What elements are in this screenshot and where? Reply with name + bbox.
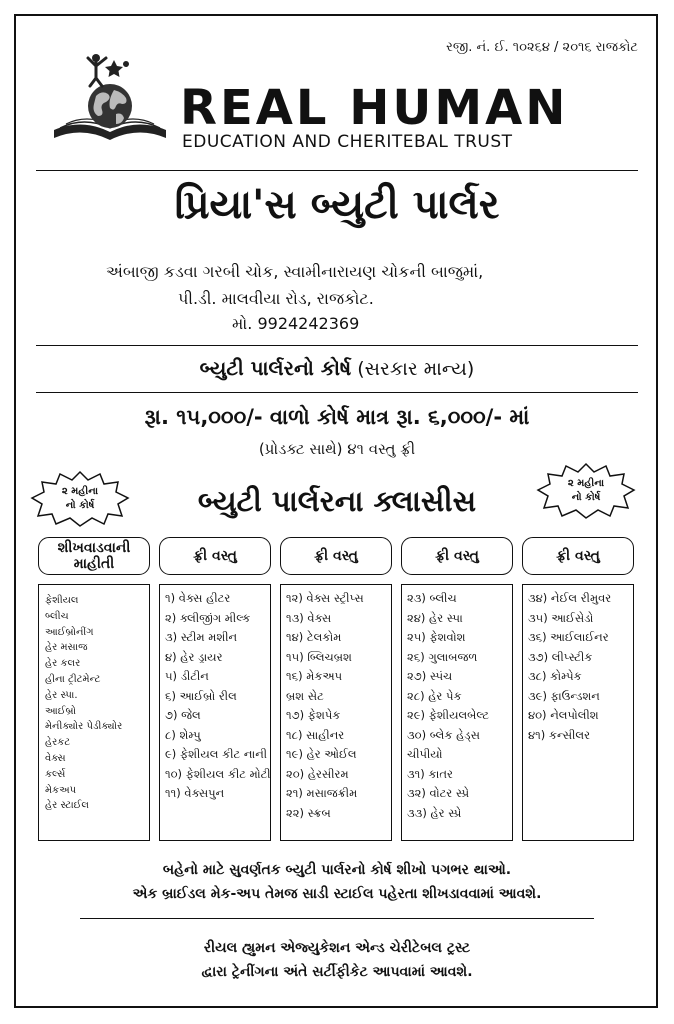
free-list-3 xyxy=(402,589,512,823)
list-item: મેનીક્યોર પેડીક્યોર xyxy=(45,721,123,733)
parlour-title: પ્રિયા'સ બ્યુટી પાર્લર xyxy=(174,182,500,228)
list-item: ૩૩) હેર સ્પ્રે xyxy=(407,805,462,820)
free-header-4: ફ્રી વસ્તુ xyxy=(522,537,634,575)
info-header: શીખવાડવાની માહીતી xyxy=(38,537,150,575)
list-item: આઈબ્રો xyxy=(45,705,76,717)
brand-tagline: EDUCATION AND CHERITEBAL TRUST xyxy=(182,132,513,152)
list-item: ૧૩) વેક્સ xyxy=(286,610,332,625)
footer-line-3: રીયલ હ્યુમન એજ્યુકેશન એન્ડ ચેરીટેબલ ટ્રસ્ટ xyxy=(203,940,471,956)
list-item: ૨૫) ફેશવોશ xyxy=(407,630,466,644)
course-name: બ્યુટી પાર્લરનો કોર્ષ xyxy=(199,356,352,380)
course-note: (સરકાર માન્ય) xyxy=(357,358,475,380)
classes-title: બ્યુટી પાર્લરના ક્લાસીસ xyxy=(197,484,477,518)
list-item: હેર મસાજ xyxy=(45,642,88,654)
list-item: ૨૯) ફેશીયલબેલ્ટ xyxy=(407,708,490,722)
list-item: ૧૪) ટેલકોમ xyxy=(286,630,342,644)
list-item: ૩૭) લીપ્સ્ટીક xyxy=(528,649,593,664)
divider xyxy=(36,170,638,171)
list-item: ૧૧) વેક્સપુન xyxy=(165,786,225,800)
list-item: ૪) હેર ડ્રાયર xyxy=(165,649,223,664)
list-item: ૨૦) હેરસીરમ xyxy=(286,766,349,781)
footer-block-2 xyxy=(0,936,674,984)
list-item: આઈબ્રોનીંગ xyxy=(45,626,94,638)
free-list-2 xyxy=(281,589,391,823)
list-item: કર્લ્સ xyxy=(45,768,66,780)
list-item: ૧૮) સાહીનર xyxy=(286,727,345,742)
list-item: ૩૧) કાતર xyxy=(407,766,453,781)
footer-line-4: દ્વારા ટ્રેનીંગના અંતે સર્ટીફીકેટ આપવામાં આવશે. xyxy=(201,964,473,980)
list-item: ૩૬) આઈલાઈનર xyxy=(528,630,609,644)
list-item: ૧૭) ફેશપેક xyxy=(286,708,341,722)
free-header-1: ફ્રી વસ્તુ xyxy=(159,537,271,575)
list-item: ૪૦) નેલપોલીશ xyxy=(528,708,599,722)
divider xyxy=(80,918,594,919)
list-item: ૩૪) નેઈલ રીમુવર xyxy=(528,591,612,605)
brand-name: REAL HUMAN xyxy=(180,80,569,136)
list-item: હેર સ્ટાઈલ xyxy=(45,800,89,812)
list-item: હેર કલર xyxy=(45,658,81,670)
list-item: ૩) સ્ટીમ મશીન xyxy=(165,630,238,644)
divider xyxy=(36,392,638,393)
list-item: ૧૫) બ્લિચબ્રશ xyxy=(286,649,352,664)
list-item: ૨૨) સ્ક્રબ xyxy=(286,805,331,820)
free-header-3: ફ્રી વસ્તુ xyxy=(401,537,513,575)
free-column-1 xyxy=(159,584,271,841)
course-heading xyxy=(0,356,674,380)
list-item: ૧) વેક્સ હીટર xyxy=(165,591,231,605)
list-item: ૨૪) હેર સ્પા xyxy=(407,610,463,625)
address-line-1: અંબાજી કડવા ગરબી ચોક, સ્વામીનારાયણ ચોકની બાજુમાં, xyxy=(106,262,484,281)
list-item: હીના ટ્રીટમેન્ટ xyxy=(45,673,101,685)
badge-line-2: નો કોર્ષ xyxy=(571,492,601,503)
badge-line-1: ૨ મહીના xyxy=(61,486,99,497)
free-header-2: ફ્રી વસ્તુ xyxy=(280,537,392,575)
info-list xyxy=(39,593,149,814)
list-item: ૭) જેલ xyxy=(165,708,201,722)
free-list-4 xyxy=(523,589,633,745)
info-column xyxy=(38,584,150,841)
free-column-4 xyxy=(522,584,634,841)
list-item: ૯) ફેશીયલ કીટ નાની xyxy=(165,747,268,761)
footer-line-2: એક બ્રાઈડલ મેક-અપ તેમજ સાડી સ્ટાઈલ પહેરતા શીખડાવવામાં આવશે. xyxy=(132,886,542,902)
free-list-1 xyxy=(160,589,270,804)
list-item: ૩૫) આઈસેડો xyxy=(528,610,594,625)
list-item: ૨૩) બ્લીચ xyxy=(407,591,457,605)
list-item: ૨૭) સ્પંચ xyxy=(407,669,453,683)
badge-line-2: નો કોર્ષ xyxy=(65,500,95,511)
list-item: ૧૬) મેકઅપ xyxy=(286,669,343,683)
list-item: ૪૧) કન્સીલર xyxy=(528,727,591,742)
address-line-2: પી.ડી. માલવીયા રોડ, રાજકોટ. xyxy=(178,289,374,308)
list-item: ૩૮) કોમ્પેક xyxy=(528,669,582,683)
list-item: હેરકટ xyxy=(45,737,71,749)
trust-logo xyxy=(50,48,170,148)
list-item: બ્લીચ xyxy=(45,610,69,622)
list-item: ૫) ડીટીન xyxy=(165,669,209,683)
footer-line-1: બહેનો માટે સુવર્ણતક બ્યુટી પાર્લરનો કોર્ષ શીખો પગભર થાઓ. xyxy=(162,862,512,878)
list-item: ૩૯) ફાઉન્ડશન xyxy=(528,688,600,703)
list-item: મેકઅપ xyxy=(45,784,77,796)
footer-block-1 xyxy=(0,858,674,906)
badge-line-1: ૨ મહીના xyxy=(567,478,605,489)
list-item: ૨૮) હેર પેક xyxy=(407,688,462,703)
list-item: ૩૨) વોટર સ્પ્રે xyxy=(407,786,470,800)
course-price: રૂા. ૧૫,૦૦૦/- વાળો કોર્ષ માત્ર રૂા. ૬,૦૦૦/- માં xyxy=(144,405,530,429)
list-item: ૬) આઈબ્રો રીલ xyxy=(165,688,237,703)
list-item: ફેશીયલ xyxy=(45,595,79,606)
phone-number: મો. 9924242369 xyxy=(232,314,360,333)
list-item: વેક્સ xyxy=(45,752,66,764)
free-items-note: (પ્રોડક્ટ સાથે) ૪૧ વસ્તુ ફ્રી xyxy=(258,440,416,458)
divider xyxy=(36,345,638,346)
list-item: હેર સ્પા. xyxy=(45,689,78,701)
list-item: ૩૦) બ્લેક હેડ્સ xyxy=(407,727,480,742)
list-item: ચીપીયો xyxy=(407,747,443,761)
registration-number: રજી. નં. ઈ. ૧૦૨૬૪ / ૨૦૧૬ રાજકોટ xyxy=(446,40,638,55)
list-item: ૨૧) મસાજક્રીમ xyxy=(286,786,358,800)
list-item: ૨૬) ગુલાબજળ xyxy=(407,649,478,664)
list-item: ૮) શેમ્પુ xyxy=(165,727,201,742)
list-item: ૧૯) હેર ઓઈલ xyxy=(286,747,357,761)
list-item: ૧૦) ફેશીયલ કીટ મોટી xyxy=(165,766,271,781)
free-column-2 xyxy=(280,584,392,841)
list-item: બ્રશ સેટ xyxy=(286,688,324,703)
list-item: ૨) ક્લીજીંગ મીલ્ક xyxy=(165,610,251,625)
list-item: ૧૨) વેક્સ સ્ટ્રીપ્સ xyxy=(286,591,364,605)
free-column-3 xyxy=(401,584,513,841)
